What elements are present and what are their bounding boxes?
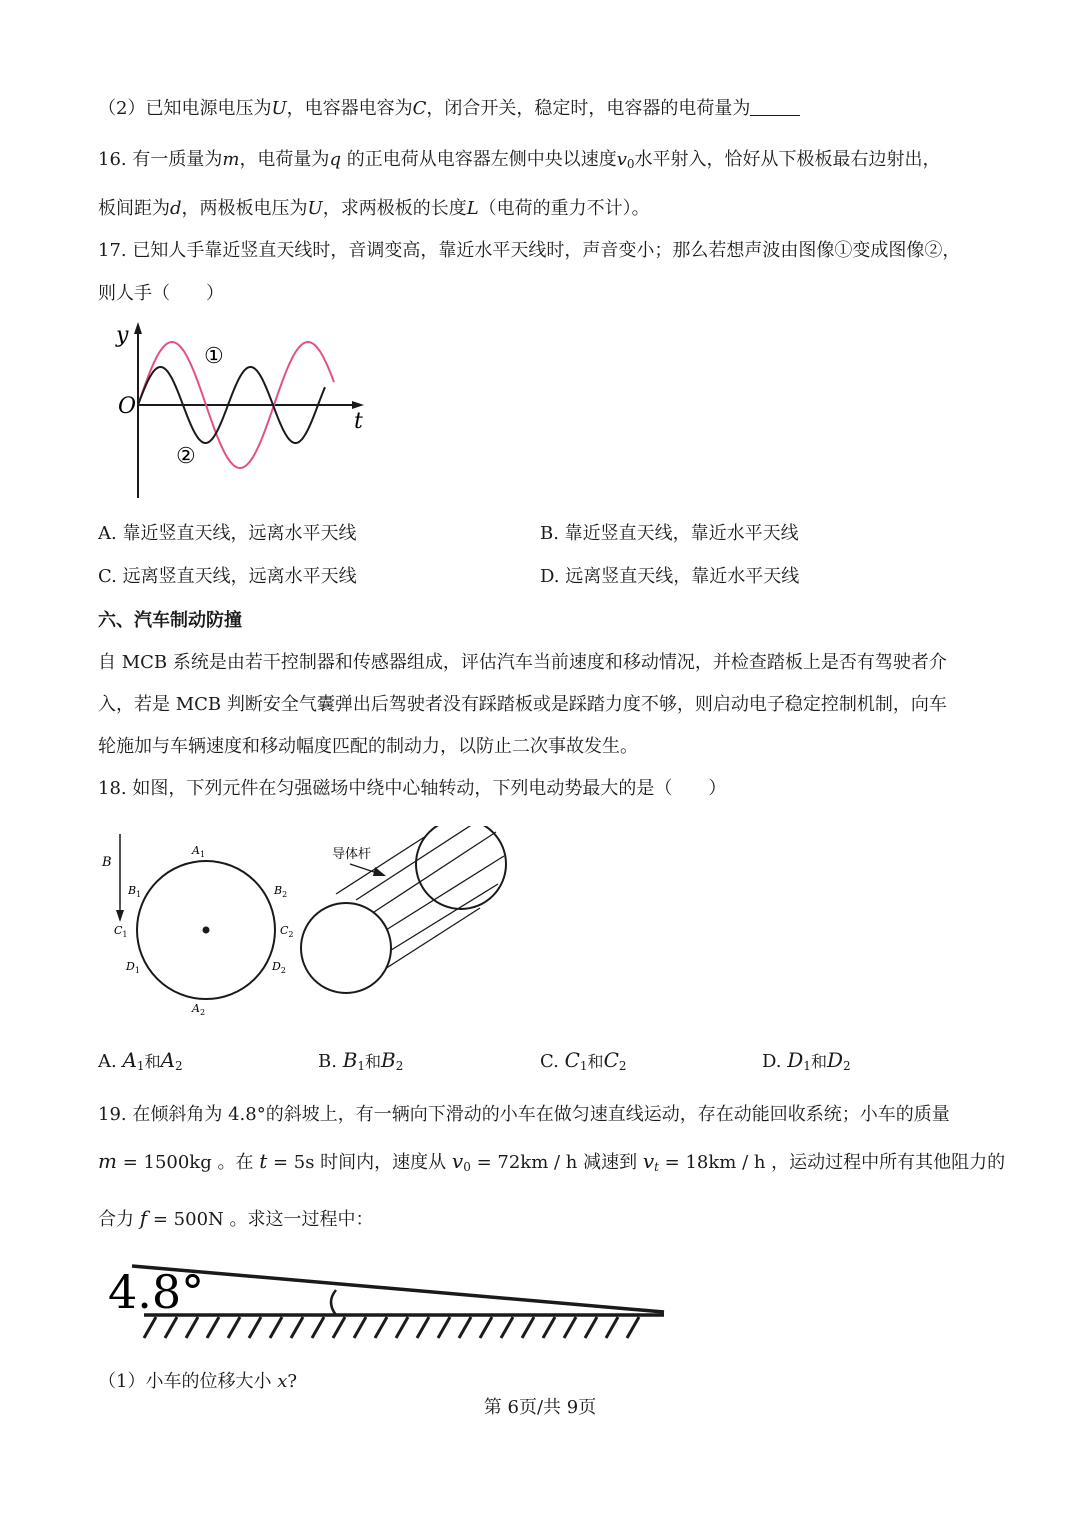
b-field-arrow: [116, 910, 124, 922]
section-paragraph-line2: 入，若是 MCB 判断安全气囊弹出后驾驶者没有踩踏板或是踩踏力度不够，则启动电子稳定控制机制，向车: [98, 694, 947, 715]
label-c2: $C_2$: [280, 924, 294, 939]
q15-part2: （2）已知电源电压为U，电容器电容为C，闭合开关，稳定时，电容器的电荷量为: [98, 94, 800, 120]
hatch-mark: [501, 1317, 513, 1338]
answer-blank[interactable]: [750, 99, 800, 116]
hatch-mark: [333, 1317, 345, 1338]
hatch-mark: [438, 1317, 450, 1338]
angle-arc: [331, 1290, 336, 1315]
ring-center: [203, 927, 210, 934]
hatch-mark: [585, 1317, 597, 1338]
label-b1: $B_1$: [128, 884, 142, 899]
rod-pointer-arrow: [373, 867, 386, 876]
page-number: 第 6页/共 9页: [483, 1397, 597, 1418]
hatch-mark: [522, 1317, 534, 1338]
label-b2: $B_2$: [274, 884, 288, 899]
q18-option-c[interactable]: C. $C_1$和$C_2$: [540, 1048, 627, 1073]
label-c1: $C_1$: [114, 924, 128, 939]
conductor-rod: [336, 836, 426, 894]
hatch-mark: [144, 1317, 156, 1338]
hatch-mark: [459, 1317, 471, 1338]
hatch-mark: [543, 1317, 555, 1338]
section-paragraph-line1: 自 MCB 系统是由若干控制器和传感器组成，评估汽车当前速度和移动情况，并检查踏板上是否有驾驶者介: [98, 652, 947, 673]
t-axis-arrow: [352, 401, 364, 409]
hatch-mark: [165, 1317, 177, 1338]
hatch-mark: [186, 1317, 198, 1338]
hatch-mark: [207, 1317, 219, 1338]
hatch-mark: [312, 1317, 324, 1338]
q17-line2: 则人手（ ）: [98, 283, 224, 304]
q17-option-d[interactable]: D. 远离竖直天线，靠近水平天线: [540, 566, 800, 587]
q19-part1: （1）小车的位移大小 x?: [98, 1371, 297, 1392]
q16-line1: 16. 有一质量为m，电荷量为q 的正电荷从电容器左侧中央以速度$v_0$水平射入，恰好从下极板最右边射出，: [98, 149, 941, 171]
rotor-figure: [96, 826, 516, 1026]
hatch-mark: [291, 1317, 303, 1338]
cylinder-far-end: [416, 826, 506, 909]
hatch-mark: [396, 1317, 408, 1338]
label-a1: $A_1$: [192, 844, 206, 859]
wave-graph: [100, 318, 380, 508]
hatch-mark: [627, 1317, 639, 1338]
label-d1: $D_1$: [126, 960, 140, 975]
q17-option-c[interactable]: C. 远离竖直天线，远离水平天线: [98, 566, 357, 587]
label-d2: $D_2$: [272, 960, 286, 975]
origin-label: O: [118, 394, 137, 419]
y-label: y: [116, 323, 129, 348]
curve2-label: ②: [176, 444, 196, 469]
hatch-mark: [270, 1317, 282, 1338]
q17-option-b[interactable]: B. 靠近竖直天线，靠近水平天线: [540, 523, 799, 544]
section-title: 六、汽车制动防撞: [98, 610, 242, 631]
y-axis-arrow: [134, 322, 142, 334]
q18-option-b[interactable]: B. $B_1$和$B_2$: [318, 1048, 404, 1073]
q16-line2: 板间距为d，两极板电压为U，求两极板的长度L（电荷的重力不计）。: [98, 198, 650, 219]
hatch-mark: [228, 1317, 240, 1338]
ground-hatching: [144, 1317, 639, 1338]
q17-option-a[interactable]: A. 靠近竖直天线，远离水平天线: [98, 523, 357, 544]
hatch-mark: [480, 1317, 492, 1338]
hatch-mark: [375, 1317, 387, 1338]
slope-line: [132, 1266, 664, 1312]
label-a2: $A_2$: [192, 1002, 206, 1017]
hatch-mark: [564, 1317, 576, 1338]
hatch-mark: [249, 1317, 261, 1338]
q19-line2: m = 1500kg 。在 t = 5s 时间内，速度从 $v_0 = 72km / h$ 减速到 $v_t = 18km / h$ ，运动过程中所有其他阻力的: [98, 1149, 1006, 1174]
cylinder-near-end: [301, 903, 391, 993]
q18-option-d[interactable]: D. $D_1$和$D_2$: [762, 1048, 851, 1073]
section-paragraph-line3: 轮施加与车辆速度和移动幅度匹配的制动力，以防止二次事故发生。: [98, 736, 638, 757]
hatch-mark: [417, 1317, 429, 1338]
angle-label: 4.8°: [108, 1265, 205, 1319]
q19-line1: 19. 在倾斜角为 4.8°的斜坡上，有一辆向下滑动的小车在做匀速直线运动，存在动能回收系统；小车的质量: [98, 1104, 950, 1125]
q17-line1: 17. 已知人手靠近竖直天线时，音调变高，靠近水平天线时，声音变小；那么若想声波由图像①变成图像②，: [98, 240, 961, 261]
hatch-mark: [354, 1317, 366, 1338]
curve1-label: ①: [204, 344, 224, 369]
rod-label: 导体杆: [332, 847, 372, 862]
b-field-label: B: [102, 855, 112, 870]
slope-figure: [104, 1258, 674, 1344]
q18-line: 18. 如图，下列元件在匀强磁场中绕中心轴转动，下列电动势最大的是（ ）: [98, 778, 727, 799]
t-label: t: [354, 409, 363, 434]
q19-line3: 合力 f = 500N 。求这一过程中：: [98, 1206, 374, 1230]
q18-option-a[interactable]: A. $A_1$和$A_2$: [98, 1048, 183, 1073]
hatch-mark: [606, 1317, 618, 1338]
